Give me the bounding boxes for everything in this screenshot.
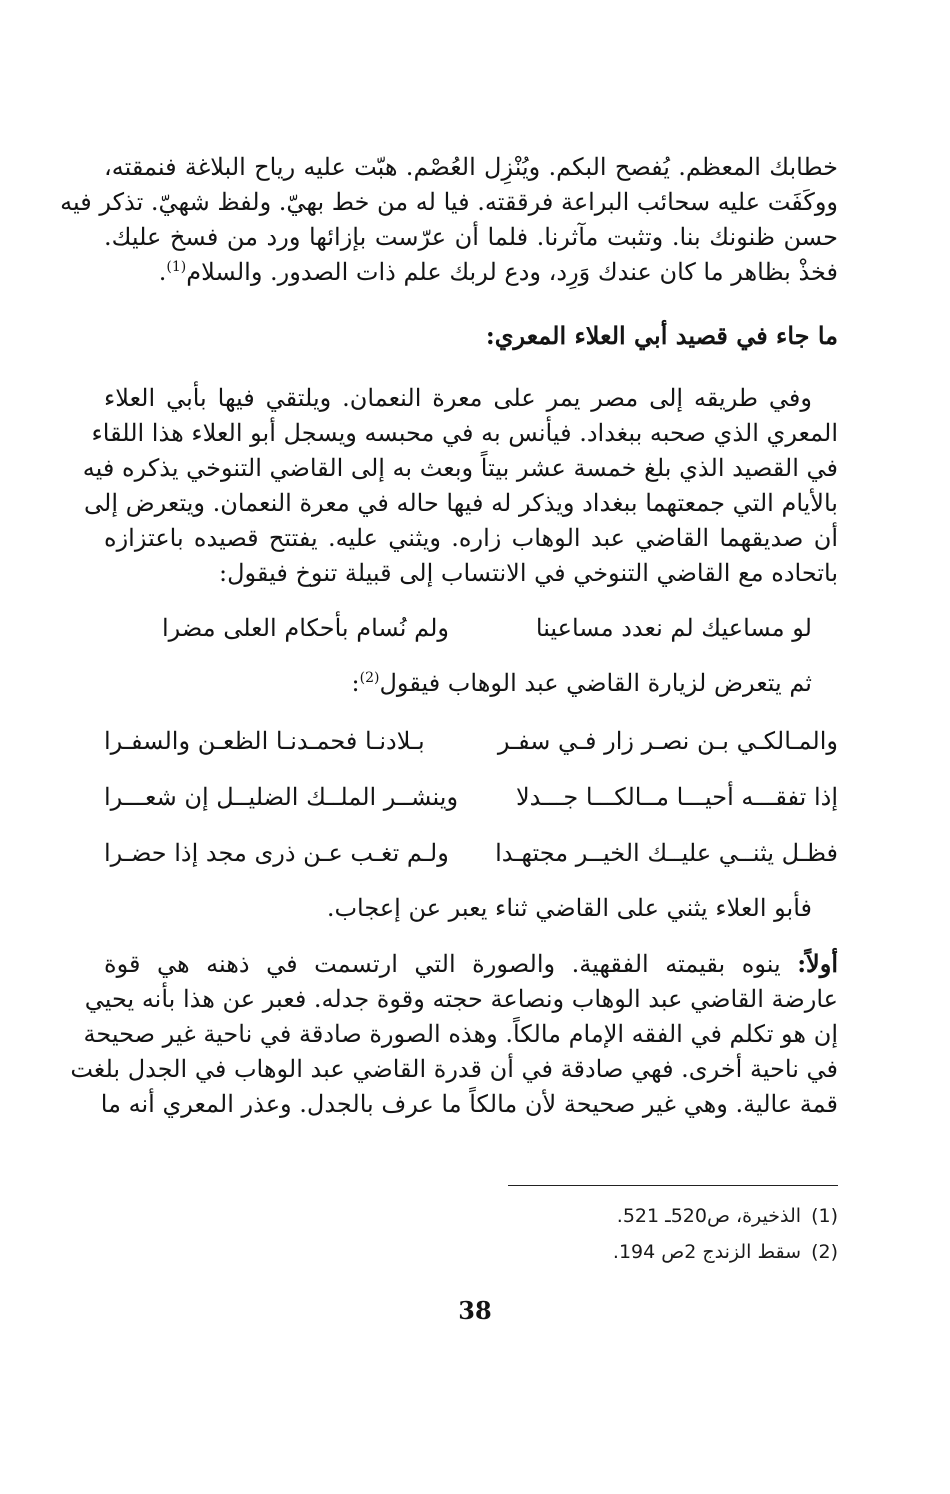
text-line: المعري الذي صحبه ببغداد. فيأنس به في محبسه ويسجل أبو العلاء هذا اللقاء: [91, 419, 838, 447]
footnote-divider: [508, 1185, 838, 1186]
poem-first-hemistich: فظـل يثنــي عليــك الخيــر مجتهـدا: [495, 839, 838, 867]
poem-verse: [104, 835, 838, 871]
summary-line: فأبو العلاء يثني على القاضي ثناء يعبر عن إعجاب.: [326, 894, 812, 922]
transition-end: :: [351, 669, 360, 697]
poem-second-hemistich: ولـم تغـب عـن ذرى مجد إذا حضـرا: [104, 839, 449, 867]
text-line: قمة عالية. وهي غير صحيحة لأن مالكاً ما عرف بالجدل. وعذر المعري أنه ما: [100, 1090, 838, 1118]
text-line: إن هو تكلم في الفقه الإمام مالكاً. وهذه الصورة صادقة في ناحية غير صحيحة: [83, 1020, 838, 1048]
first-point-paragraph: [70, 946, 838, 1122]
footnote-text: الذخيرة، ص520ـ 521.: [616, 1205, 802, 1227]
text-line: في ناحية أخرى. فهي صادقة في أن قدرة القاضي عبد الوهاب في الجدل بلغت: [70, 1055, 838, 1083]
poem-second-hemistich: بـلادنـا فحمـدنـا الظعـن والسفـرا: [104, 727, 425, 755]
text-line: عارضة القاضي عبد الوهاب ونصاعة حجته وقوة جدله. فعبر عن هذا بأنه يحيي: [84, 985, 838, 1013]
poem-first-hemistich: والمـالكـي بـن نصـر زار فـي سفـر: [497, 727, 838, 755]
page-number: 38: [458, 1296, 492, 1325]
text-line: خطابك المعظم. يُفصح البكم. ويُنْزِل العُصْم. هبّت عليه رياح البلاغة فنمقته،: [104, 153, 838, 181]
footnote-number: (1): [811, 1205, 838, 1227]
page-body: [60, 150, 838, 1122]
main-paragraph: [82, 381, 838, 591]
text-line: ووكَفَت عليه سحائب البراعة فرققته. فيا له من خط بهيّ. ولفظ شهيّ. تذكر فيه: [60, 188, 838, 216]
poem-verse: [104, 723, 838, 759]
footnote-ref-2[interactable]: (2): [359, 670, 380, 686]
footnote-text: سقط الزندج 2ص 194.: [612, 1241, 802, 1263]
footnote-number: (2): [811, 1241, 838, 1263]
text-line: حسن ظنونك بنا. وتثبت مآثرنا. فلما أن عرّست بإزائها ورد من فسخ عليك.: [104, 223, 838, 251]
section-heading: ما جاء في قصيد أبي العلاء المعري:: [485, 321, 838, 350]
point-colon: :: [797, 949, 807, 978]
text-line-content: ينوه بقيمته الفقهية. والصورة التي ارتسمت في ذهنه هي قوة: [104, 950, 781, 978]
text-line: وفي طريقه إلى مصر يمر على معرة النعمان. ويلتقي فيها بأبي العلاء: [104, 384, 812, 412]
text-line: في القصيد الذي بلغ خمسة عشر بيتاً وبعث به إلى القاضي التنوخي يذكره فيه: [82, 454, 838, 482]
footnote-1: [613, 1198, 838, 1234]
intro-paragraph: [60, 150, 838, 290]
text-line-last: [104, 255, 838, 290]
text-line: باتحاده مع القاضي التنوخي في الانتساب إلى قبيلة تنوخ فيقول:: [219, 559, 838, 587]
footnote-2: [613, 1234, 838, 1270]
poem-verse: [104, 779, 838, 815]
sentence-end: .: [158, 258, 167, 286]
poem-verse: [104, 611, 838, 646]
transition-text: ثم يتعرض لزيارة القاضي عبد الوهاب فيقول: [379, 669, 812, 697]
footnotes: [613, 1198, 838, 1270]
transition-line: [104, 666, 838, 701]
point-label: أولاً: [806, 949, 838, 978]
poem-first-hemistich: إذا تفقـــه أحيـــا مــالكـــا جـــدلا: [515, 783, 838, 811]
text-line: بالأيام التي جمعتهما ببغداد ويذكر له فيها حاله في معرة النعمان. ويتعرض إلى: [84, 489, 838, 517]
text-line: أن صديقهما القاضي عبد الوهاب زاره. ويثني عليه. يفتتح قصيده باعتزازه: [104, 524, 838, 552]
footnote-ref-1[interactable]: (1): [166, 259, 187, 275]
text-line-content: فخذْ بظاهر ما كان عندك وَرِد، ودع لربك علم ذات الصدور. والسلام: [186, 258, 838, 286]
poem-block: [104, 723, 838, 871]
poem-second-hemistich: ولم نُسام بأحكام العلى مضرا: [162, 614, 449, 642]
poem-second-hemistich: وينشــر الملــك الضليــل إن شعـــرا: [104, 783, 459, 811]
text-line-first: [104, 946, 838, 982]
poem-first-hemistich: لو مساعيك لم نعدد مساعينا: [535, 614, 812, 642]
